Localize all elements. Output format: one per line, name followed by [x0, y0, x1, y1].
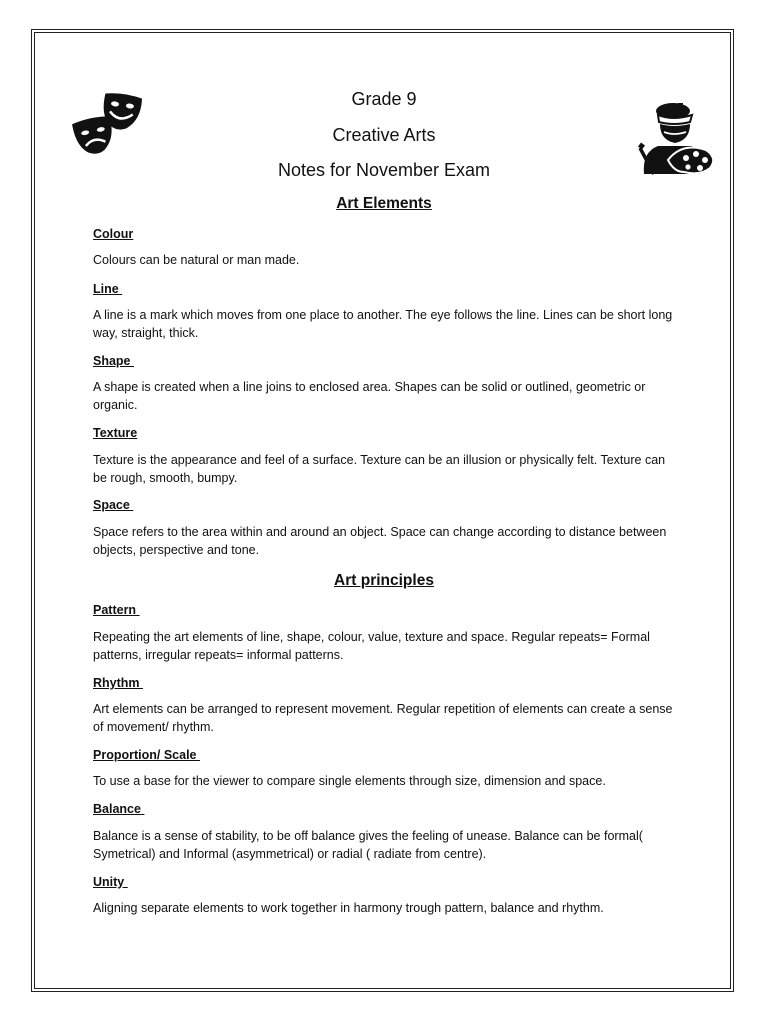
art-elements-heading: Art Elements — [336, 195, 432, 212]
subject-title: Creative Arts — [332, 125, 436, 145]
term-colour: Colour — [93, 227, 134, 241]
definition-shape: A shape is created when a line joins to enclosed area. Shapes can be solid or outlined, geometric or organic. — [93, 380, 646, 412]
term-unity: Unity — [93, 875, 128, 889]
art-principles-heading: Art principles — [334, 572, 434, 589]
definition-balance: Balance is a sense of stability, to be off balance gives the feeling of unease. Balance can be formal( Symetrical) and Informal (asymmetrical) or radial ( radiate from centre). — [93, 829, 643, 861]
term-line: Line — [93, 282, 123, 296]
definition-texture: Texture is the appearance and feel of a surface. Texture can be an illusion or physically felt. Texture can be rough, smooth, bumpy. — [93, 453, 666, 485]
definition-proportion-scale: To use a base for the viewer to compare single elements through size, dimension and space. — [93, 774, 606, 788]
term-balance: Balance — [93, 802, 145, 816]
definition-unity: Aligning separate elements to work together in harmony trough pattern, balance and rhythm. — [93, 901, 604, 915]
term-rhythm: Rhythm — [93, 676, 143, 690]
definition-rhythm: Art elements can be arranged to represent movement. Regular repetition of elements can create a sense of movement/ rhythm. — [93, 702, 673, 734]
term-space: Space — [93, 498, 134, 512]
term-shape: Shape — [93, 354, 134, 368]
term-proportion-scale: Proportion/ Scale — [93, 748, 200, 762]
definition-pattern: Repeating the art elements of line, shape, colour, value, texture and space. Regular repeats= Formal patterns, irregular repeats= informal patterns. — [93, 630, 650, 662]
grade-title: Grade 9 — [351, 89, 417, 109]
definition-space: Space refers to the area within and around an object. Space can change according to distance between objects, perspective and tone. — [93, 525, 667, 557]
term-pattern: Pattern — [93, 603, 140, 617]
exam-notes-title: Notes for November Exam — [277, 160, 491, 180]
definition-colour: Colours can be natural or man made. — [93, 253, 300, 267]
term-texture: Texture — [93, 426, 138, 440]
definition-line: A line is a mark which moves from one place to another. The eye follows the line. Lines can be short long way, straight, thick. — [93, 308, 673, 340]
